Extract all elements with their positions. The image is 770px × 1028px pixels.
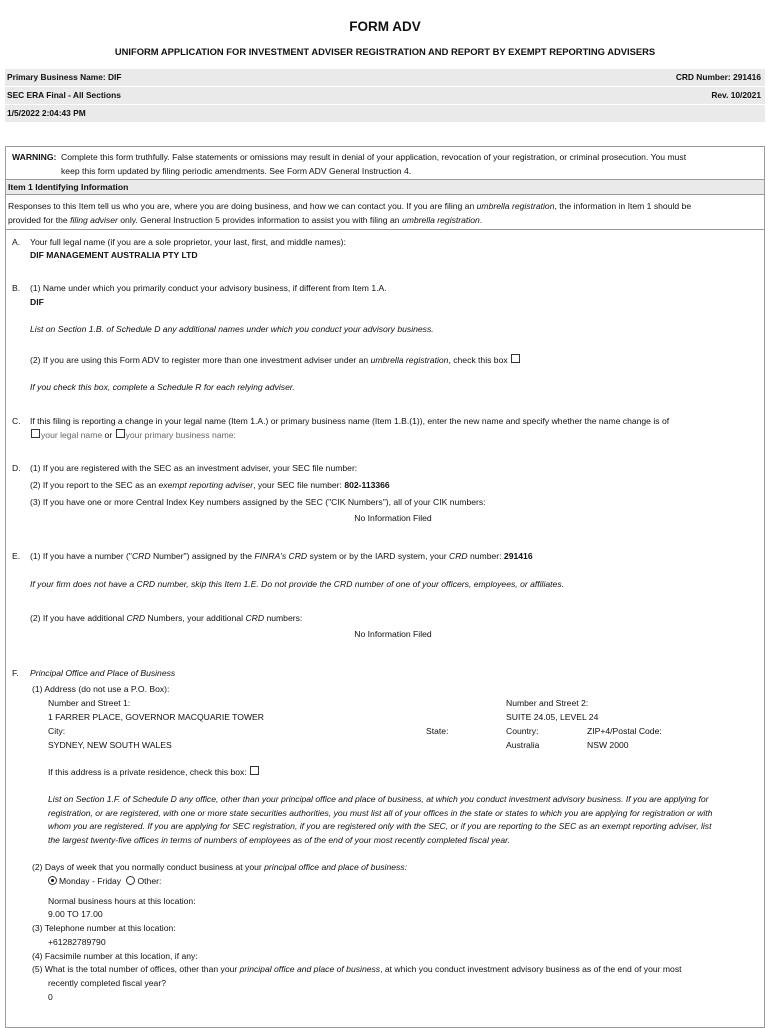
legal-name-change-checkbox[interactable] (31, 429, 40, 438)
street1-label: Number and Street 1: (48, 698, 131, 708)
business-name-change-checkbox[interactable] (116, 429, 125, 438)
city-label: City: (48, 726, 66, 736)
item-c-question: If this filing is reporting a change in your legal name (Item 1.A.) or primary business name (Item 1.B.(1)), enter the new name and specify whether the name change is of (30, 416, 670, 426)
days-question: (2) Days of week that you normally conduct business at your principal office and place of business: (32, 862, 407, 872)
item-e-q1: (1) If you have a number ("CRD Number") assigned by the FINRA's CRD system or by the IARD system, your CRD number: 291416 (30, 551, 533, 561)
item-e-letter: E. (12, 551, 21, 561)
private-residence-row: If this address is a private residence, check this box: (48, 766, 260, 777)
item1-intro-line-2: provided for the filing adviser only. General Instruction 5 provides information to assist you with filing an umbrella registration. (8, 215, 483, 225)
header-bar-1 (5, 69, 765, 86)
note-line: whom you are registered. If you are applying for SEC registration, if you are registered only with the SEC, or if you are reporting to the SEC as an exempt reporting adviser, list (48, 821, 712, 831)
warning-line-2: keep this form updated by filing periodic amendments. See Form ADV General Instruction 4. (61, 166, 412, 176)
country-value: Australia (506, 740, 540, 750)
header-bar-3 (5, 105, 765, 122)
revision: Rev. 10/2021 (711, 90, 761, 100)
item-d-q2: (2) If you report to the SEC as an exempt reporting adviser, your SEC file number: 802-113366 (30, 480, 390, 490)
monday-friday-label: Monday - Friday (59, 876, 122, 886)
other-days-label: Other: (137, 876, 162, 886)
phone-value: +61282789790 (48, 937, 106, 947)
item-b-q2: (2) If you are using this Form ADV to register more than one investment adviser under an umbrella registration, check this box (30, 354, 521, 365)
country-label: Country: (506, 726, 539, 736)
item-f-letter: F. (12, 668, 19, 678)
divider (6, 194, 764, 195)
offices-question-cont: recently completed fiscal year? (48, 978, 166, 988)
item-c-letter: C. (12, 416, 21, 426)
offices-question: (5) What is the total number of offices, other than your principal office and place of business, at which you conduct investment advisory business as of the end of your most (32, 964, 682, 974)
header-bar-2 (5, 87, 765, 104)
monday-friday-radio[interactable] (48, 876, 57, 885)
offices-value: 0 (48, 992, 53, 1002)
crd-no-info: No Information Filed (354, 629, 432, 639)
warning-label: WARNING: (12, 152, 57, 162)
form-title: FORM ADV (349, 19, 421, 34)
item-d-letter: D. (12, 463, 21, 473)
business-name-value: DIF (30, 297, 44, 307)
item-e-note: If your firm does not have a CRD number, skip this Item 1.E. Do not provide the CRD number of one of your officers, employees, or affiliates. (30, 579, 565, 589)
item-a-question: Your full legal name (if you are a sole proprietor, your last, first, and middle names): (30, 237, 346, 247)
timestamp: 1/5/2022 2:04:43 PM (7, 108, 86, 118)
note-line: List on Section 1.F. of Schedule D any office, other than your principal office and place of business, at which you conduct investment advisory business. If you are applying for (48, 794, 709, 804)
address-label: (1) Address (do not use a P.O. Box): (32, 684, 170, 694)
legal-name-value: DIF MANAGEMENT AUSTRALIA PTY LTD (30, 250, 198, 260)
zip-label: ZIP+4/Postal Code: (587, 726, 662, 736)
umbrella-registration-checkbox[interactable] (511, 354, 520, 363)
private-residence-checkbox[interactable] (250, 766, 259, 775)
item1-intro-line-1: Responses to this Item tell us who you are, where you are doing business, and how we can contact you. If you are filing an umbrella registration, the information in Item 1 should be (8, 201, 692, 211)
street2-value: SUITE 24.05, LEVEL 24 (506, 712, 599, 722)
street1-value: 1 FARRER PLACE, GOVERNOR MACQUARIE TOWER (48, 712, 264, 722)
hours-label: Normal business hours at this location: (48, 896, 196, 906)
item1-heading: Item 1 Identifying Information (8, 182, 129, 192)
other-days-radio[interactable] (126, 876, 135, 885)
item-b-letter: B. (12, 283, 21, 293)
item-b-q1: (1) Name under which you primarily conduct your advisory business, if different from Item 1.A. (30, 283, 387, 293)
crd-number: CRD Number: 291416 (675, 72, 761, 82)
fax-label: (4) Facsimile number at this location, if any: (32, 951, 198, 961)
days-options (48, 876, 161, 886)
item-d-q1: (1) If you are registered with the SEC as an investment adviser, your SEC file number: (30, 463, 358, 473)
item-f-title: Principal Office and Place of Business (30, 668, 176, 678)
item-b-note-1: List on Section 1.B. of Schedule D any additional names under which you conduct your advisory business. (30, 324, 434, 334)
item-b-note-2: If you check this box, complete a Schedule R for each relying adviser. (30, 382, 295, 392)
item-e-q2: (2) If you have additional CRD Numbers, your additional CRD numbers: (30, 613, 303, 623)
filing-type: SEC ERA Final - All Sections (7, 90, 121, 100)
street2-label: Number and Street 2: (506, 698, 589, 708)
cik-no-info: No Information Filed (354, 513, 432, 523)
note-line: registration, or are registered, with one or more state securities authorities, you must list all of your offices in the state or states to which you are applying for registration or with (48, 807, 713, 818)
city-value: SYDNEY, NEW SOUTH WALES (48, 740, 172, 750)
item-f-note (48, 793, 760, 847)
divider (6, 229, 764, 230)
state-label: State: (426, 726, 449, 736)
note-line: the largest twenty-five offices in terms of numbers of employees as of the end of your most recently completed fiscal year. (48, 834, 511, 845)
phone-label: (3) Telephone number at this location: (32, 923, 176, 933)
item-a-letter: A. (12, 237, 21, 247)
item-c-options: your legal name or your primary business name: (30, 429, 236, 440)
hours-value: 9.00 TO 17.00 (48, 909, 103, 919)
zip-value: NSW 2000 (587, 740, 629, 750)
item-d-q3: (3) If you have one or more Central Index Key numbers assigned by the SEC ("CIK Numbers"), all of your CIK numbers: (30, 497, 486, 507)
primary-business-name: Primary Business Name: DIF (7, 72, 122, 82)
warning-line-1: Complete this form truthfully. False statements or omissions may result in denial of your application, revocation of your registration, or criminal prosecution. You must (61, 152, 687, 162)
form-subtitle: UNIFORM APPLICATION FOR INVESTMENT ADVISER REGISTRATION AND REPORT BY EXEMPT REPORTING ADVISERS (114, 46, 656, 57)
